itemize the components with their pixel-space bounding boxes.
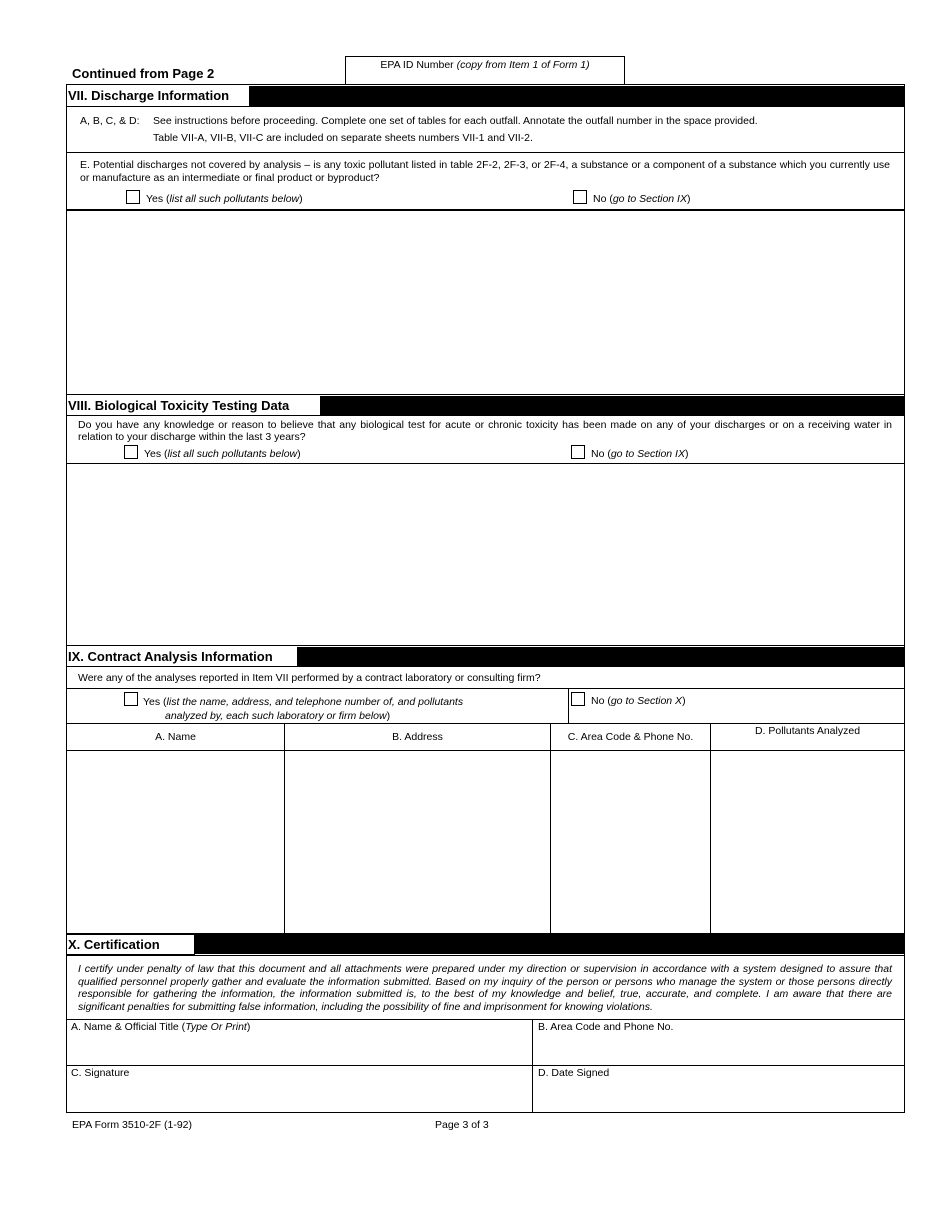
section-9-title: IX. Contract Analysis Information (67, 647, 298, 667)
section-8-question: Do you have any knowledge or reason to believe that any biological test for acute or chronic toxicity has been made on any of your discharges or on a receiving water in relation to your discharge within the last 3 years? (78, 419, 892, 443)
s9-yes-label: Yes (list the name, address, and telephone number of, and pollutants analyzed by, each such laboratory or firm below) (143, 696, 464, 722)
abcd-label: A, B, C, & D: (80, 115, 140, 127)
section-10-bar (195, 935, 904, 954)
s8-test-data-area[interactable] (67, 465, 904, 645)
s8-no-label: No (go to Section IX) (591, 448, 689, 460)
abcd-line-1: See instructions before proceeding. Complete one set of tables for each outfall. Annotate the outfall number in the space provided. (153, 115, 758, 127)
form-number: EPA Form 3510-2F (1-92) (72, 1119, 193, 1131)
section-9-question: Were any of the analyses reported in Item VII performed by a contract laboratory or consulting firm? (78, 672, 541, 684)
signature-field[interactable] (67, 1082, 531, 1112)
continued-label: Continued from Page 2 (72, 66, 215, 81)
col-header-pollutants: D. Pollutants Analyzed (754, 725, 861, 737)
section-7e-question: E. Potential discharges not covered by analysis – is any toxic pollutant listed in table 2F-2, 2F-3, or 2F-4, a substance or a component of a substance which you currently use or manufacture as an intermediate or final product or byproduct? (80, 159, 890, 184)
s8-yes-checkbox[interactable] (124, 445, 138, 459)
certification-statement: I certify under penalty of law that this document and all attachments were prepared under my direction or supervision in accordance with a system designed to assure that qualified personnel properly gather and evaluate the information submitted. Based on my inquiry of the person or persons who manage the system or those persons directly responsible for gathering the information, the information submitted is, to the best of my knowledge and belief, true, accurate, and complete. I am aware that there are significant penalties for submitting false information, including the possibility of fine and imprisonment for knowing violations. (78, 963, 892, 1013)
s7-yes-label: Yes (list all such pollutants below) (146, 193, 303, 205)
date-signed-field[interactable] (534, 1082, 904, 1112)
s9-no-checkbox[interactable] (571, 692, 585, 706)
col-header-phone: C. Area Code & Phone No. (567, 731, 694, 743)
section-7-title: VII. Discharge Information (67, 86, 250, 107)
section-9-bar (298, 647, 904, 666)
lab-pollutants-cell[interactable] (711, 751, 904, 932)
col-header-name: A. Name (155, 731, 196, 743)
s7-no-label: No (go to Section IX) (593, 193, 691, 205)
phone-field[interactable] (534, 1036, 904, 1065)
lab-phone-cell[interactable] (551, 751, 710, 932)
s8-yes-label: Yes (list all such pollutants below) (144, 448, 301, 460)
date-signed-label: D. Date Signed (538, 1067, 610, 1079)
s9-no-label: No (go to Section X) (591, 695, 686, 707)
lab-name-cell[interactable] (67, 751, 284, 932)
abcd-line-2: Table VII-A, VII-B, VII-C are included on separate sheets numbers VII-1 and VII-2. (153, 132, 533, 144)
section-10-title: X. Certification (67, 935, 195, 955)
s7-no-checkbox[interactable] (573, 190, 587, 204)
page-number: Page 3 of 3 (435, 1119, 489, 1131)
section-8-bar (321, 396, 904, 415)
signature-label: C. Signature (71, 1067, 130, 1079)
s9-yes-checkbox[interactable] (124, 692, 138, 706)
epa-id-field[interactable] (345, 56, 625, 84)
name-title-label: A. Name & Official Title (Type Or Print) (71, 1021, 251, 1033)
section-7-bar (250, 86, 904, 106)
name-title-field[interactable] (67, 1036, 531, 1065)
epa-id-note: (copy from Item 1 of Form 1) (456, 59, 590, 71)
s8-no-checkbox[interactable] (571, 445, 585, 459)
col-header-address: B. Address (392, 731, 443, 743)
epa-id-label: EPA ID Number (380, 59, 454, 71)
section-8-title: VIII. Biological Toxicity Testing Data (67, 396, 321, 416)
lab-address-cell[interactable] (285, 751, 550, 932)
s7-yes-checkbox[interactable] (126, 190, 140, 204)
s7-pollutants-area[interactable] (67, 212, 904, 394)
phone-label: B. Area Code and Phone No. (538, 1021, 674, 1033)
